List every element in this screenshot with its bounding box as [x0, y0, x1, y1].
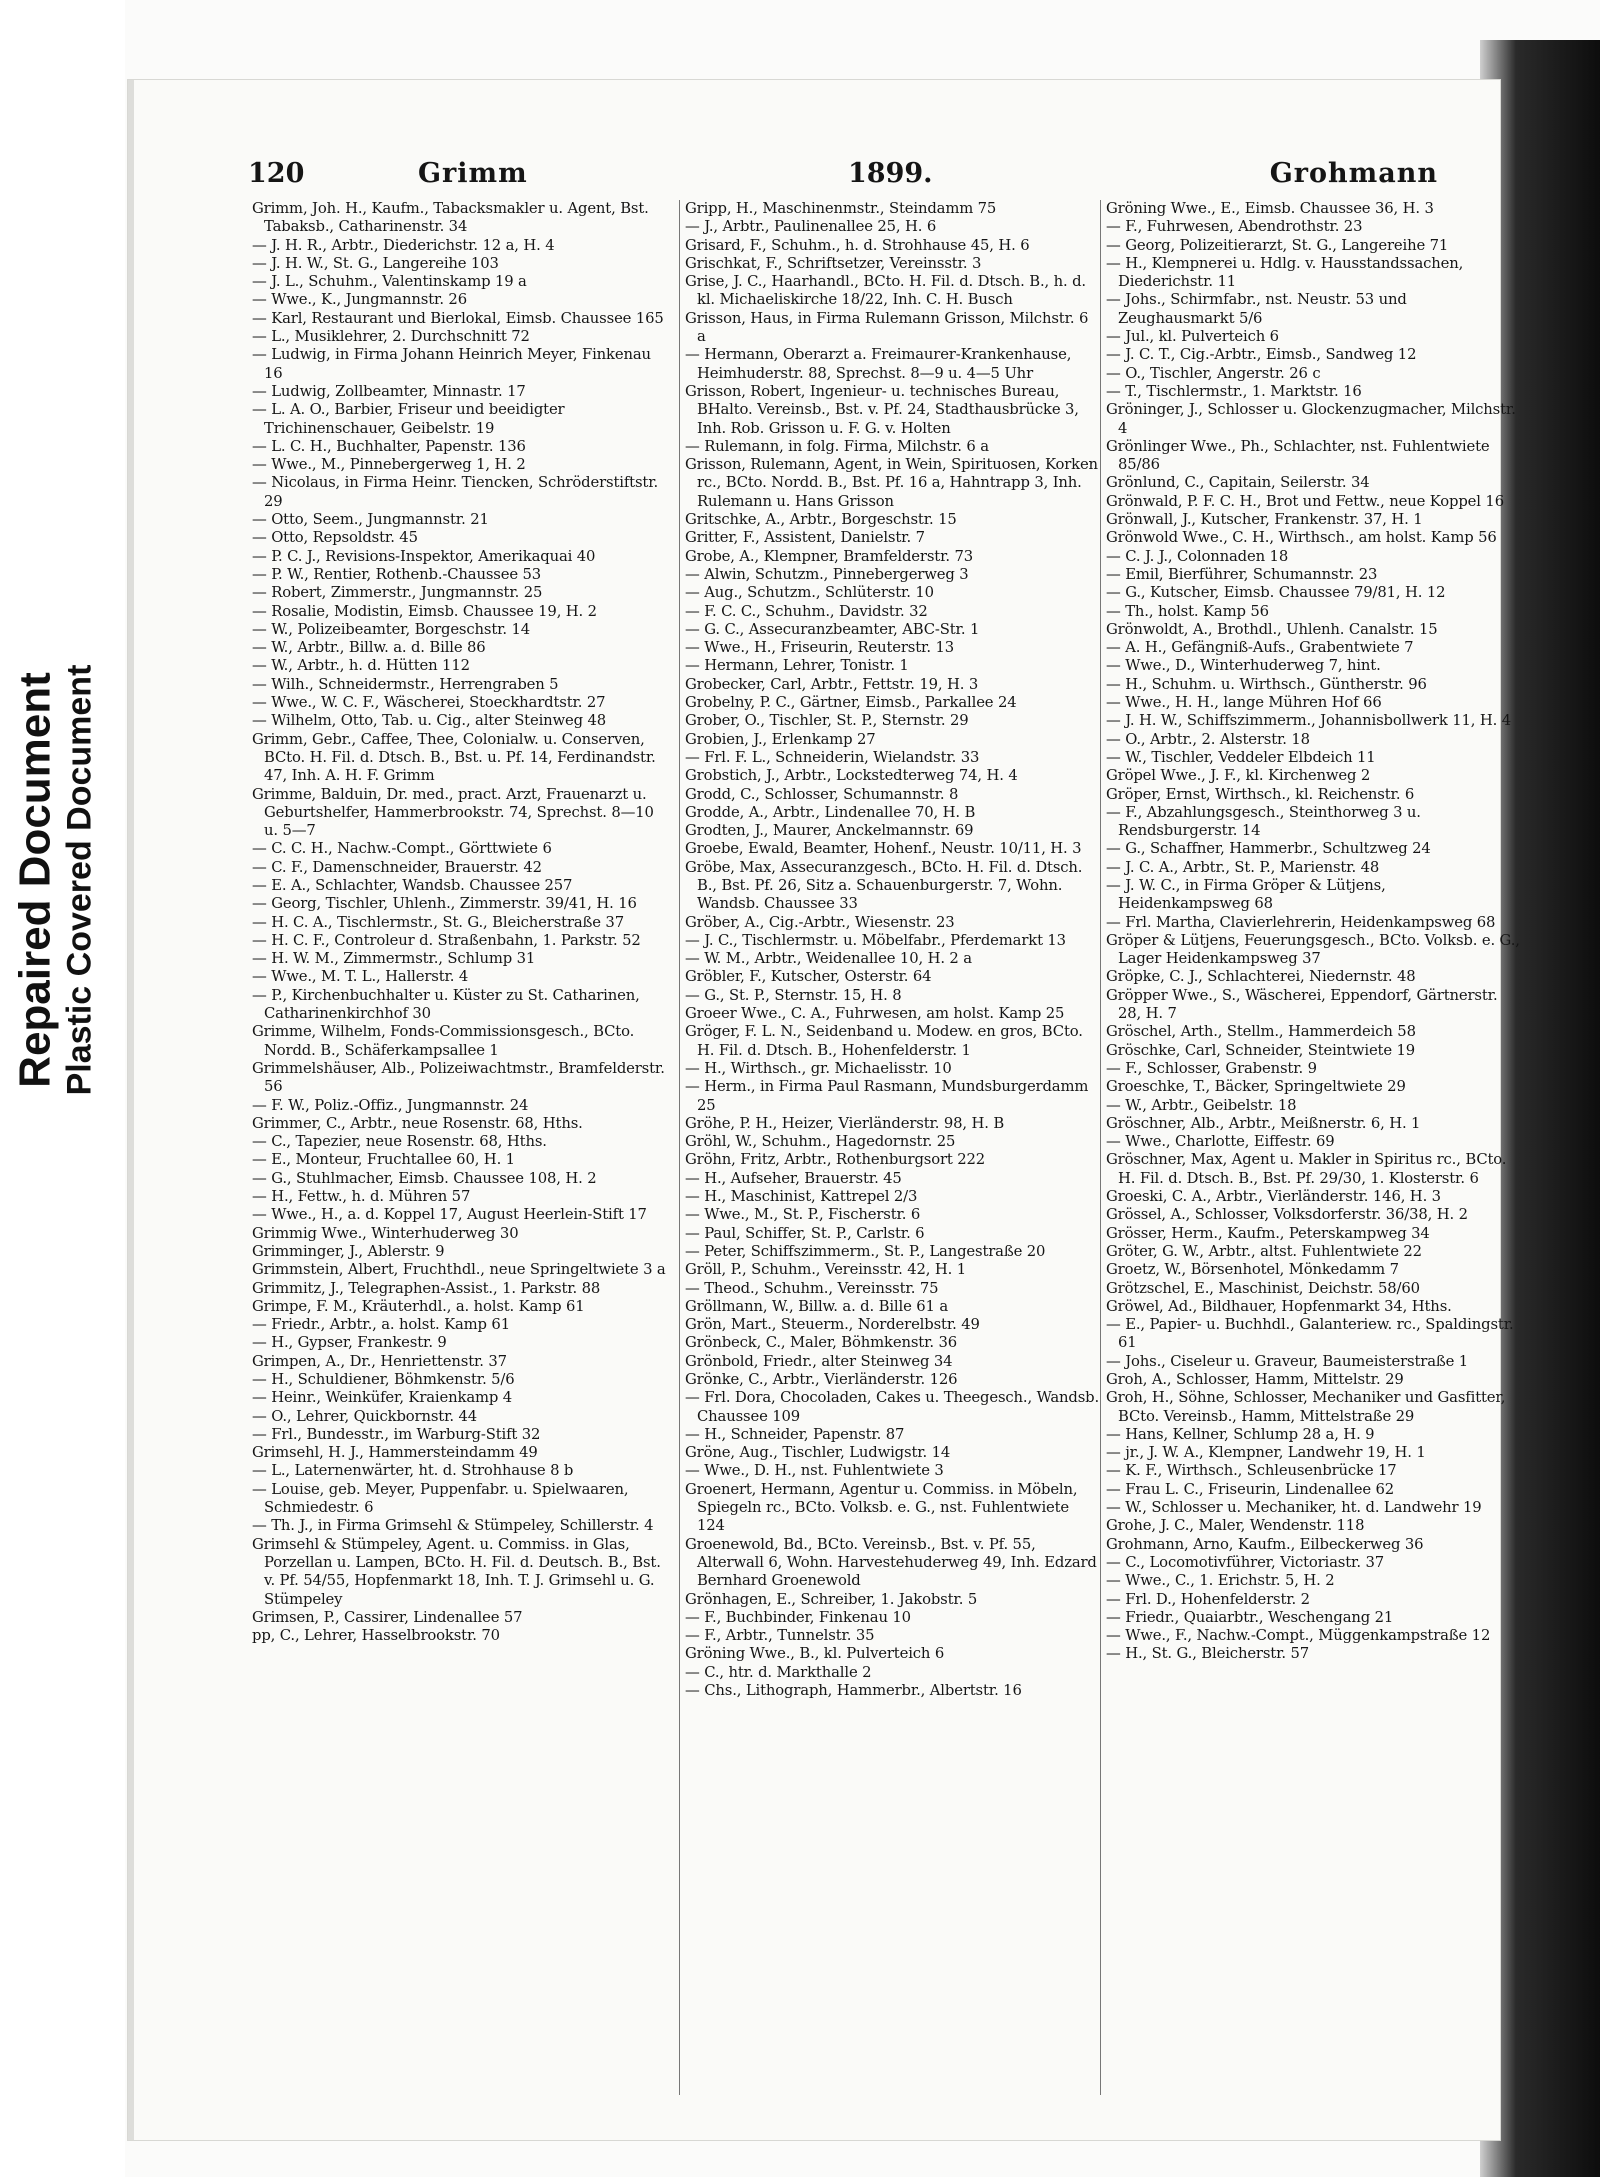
directory-entry: — E., Monteur, Fruchtallee 60, H. 1 — [252, 1151, 515, 1169]
directory-entry: — W., Arbtr., Geibelstr. 18 — [1106, 1096, 1297, 1114]
directory-entry: Grimpen, A., Dr., Henriettenstr. 37 — [252, 1352, 507, 1370]
directory-entry: Gröne, Aug., Tischler, Ludwigstr. 14 — [685, 1444, 951, 1462]
directory-entry: — jr., J. W. A., Klempner, Landwehr 19, H. 1 — [1106, 1444, 1426, 1462]
directory-entry: Gröber, A., Cig.-Arbtr., Wiesenstr. 23 — [685, 913, 955, 931]
directory-entry: — H., Maschinist, Kattrepel 2/3 — [685, 1188, 918, 1206]
directory-entry: — J., Arbtr., Paulinenallee 25, H. 6 — [685, 218, 937, 236]
directory-entry: — W., Arbtr., h. d. Hütten 112 — [252, 657, 470, 675]
directory-entry: — Aug., Schutzm., Schlüterstr. 10 — [685, 584, 934, 602]
directory-entry: — Wilh., Schneidermstr., Herrengraben 5 — [252, 675, 559, 693]
directory-entry: — H., Schuldiener, Böhmkenstr. 5/6 — [252, 1371, 515, 1388]
directory-entry: Grimmelshäuser, Alb., Polizeiwachtmstr., Bramfelderstr. 56 — [252, 1059, 665, 1096]
directory-entry: Grimme, Balduin, Dr. med., pract. Arzt, Frauenarzt u. Geburtshelfer, Hammerbrookstr. 74, Sprechst. 8—10 u. 5—7 — [252, 785, 654, 840]
directory-entry: Grönbeck, C., Maler, Böhmkenstr. 36 — [685, 1334, 958, 1352]
directory-entry: — Otto, Repsoldstr. 45 — [252, 529, 418, 547]
directory-entry: — Wwe., W. C. F., Wäscherei, Stoeckhardtstr. 27 — [252, 694, 606, 712]
directory-entry: Gröter, G. W., Arbtr., altst. Fuhlentwiete 22 — [1106, 1242, 1422, 1260]
directory-entry: — P. W., Rentier, Rothenb.-Chaussee 53 — [252, 565, 542, 583]
directory-entry: — Wwe., H. H., lange Mühren Hof 66 — [1106, 694, 1382, 712]
directory-entry: Grobecker, Carl, Arbtr., Fettstr. 19, H. 3 — [685, 675, 979, 693]
directory-entry: Grimmig Wwe., Winterhuderweg 30 — [252, 1224, 519, 1242]
directory-entry: — Chs., Lithograph, Hammerbr., Albertstr. 16 — [685, 1682, 1022, 1700]
directory-entry: Grisson, Haus, in Firma Rulemann Grisson, Milchstr. 6 a — [685, 309, 1089, 346]
directory-entry: Grisson, Robert, Ingenieur- u. technisches Bureau, BHalto. Vereinsb., Bst. v. Pf. 24, Stadthausbrücke 3, Inh. Rob. Grisson u. F. G. v. Holten — [685, 382, 1079, 437]
directory-entry: Grönwold Wwe., C. H., Wirthsch., am holst. Kamp 56 — [1106, 529, 1497, 547]
directory-entry: Gröschel, Arth., Stellm., Hammerdeich 58 — [1106, 1023, 1416, 1041]
directory-entry: — Rulemann, in folg. Firma, Milchstr. 6 a — [685, 437, 989, 455]
directory-entry: Grimmer, C., Arbtr., neue Rosenstr. 68, Hths. — [252, 1114, 583, 1132]
directory-entry: Grohe, J. C., Maler, Wendenstr. 118 — [1106, 1517, 1365, 1535]
directory-entry: Gröper & Lütjens, Feuerungsgesch., BCto. Volksb. e. G., Lager Heidenkampsweg 37 — [1106, 931, 1520, 968]
directory-column-1 — [252, 200, 667, 2105]
column-divider — [679, 200, 680, 2095]
directory-entry: Groebe, Ewald, Beamter, Hohenf., Neustr. 10/11, H. 3 — [685, 840, 1082, 858]
directory-entry: — J. W. C., in Firma Gröper & Lütjens, Heidenkampsweg 68 — [1106, 876, 1386, 913]
directory-entry: — Johs., Schirmfabr., nst. Neustr. 53 und Zeughausmarkt 5/6 — [1106, 291, 1407, 327]
directory-entry: Grimme, Wilhelm, Fonds-Commissionsgesch., BCto. Nordd. B., Schäferkampsallee 1 — [252, 1023, 635, 1059]
directory-entry: Grimsehl, H. J., Hammersteindamm 49 — [252, 1444, 538, 1462]
directory-entry: — Paul, Schiffer, St. P., Carlstr. 6 — [685, 1224, 925, 1242]
directory-entry: — Hermann, Lehrer, Tonistr. 1 — [685, 657, 909, 675]
column-divider — [1100, 200, 1101, 2095]
directory-entry: — G., Schaffner, Hammerbr., Schultzweg 24 — [1106, 840, 1431, 858]
directory-entry: Grimsen, P., Cassirer, Lindenallee 57 — [252, 1608, 523, 1626]
directory-entry: — F., Fuhrwesen, Abendrothstr. 23 — [1106, 218, 1363, 236]
page-header — [248, 158, 1438, 192]
directory-entry: — W., Polizeibeamter, Borgeschstr. 14 — [252, 620, 531, 638]
directory-entry: Grönke, C., Arbtr., Vierländerstr. 126 — [685, 1371, 958, 1388]
directory-entry: — H., Klempnerei u. Hdlg. v. Hausstandssachen, Diederichstr. 11 — [1106, 254, 1464, 291]
page-edge — [128, 80, 134, 2140]
directory-entry: Grössel, A., Schlosser, Volksdorferstr. 36/38, H. 2 — [1106, 1206, 1468, 1224]
directory-entry: — Friedr., Arbtr., a. holst. Kamp 61 — [252, 1316, 510, 1334]
directory-entry: Grobstich, J., Arbtr., Lockstedterweg 74, H. 4 — [685, 767, 1018, 785]
directory-entry: — J. H. R., Arbtr., Diederichstr. 12 a, H. 4 — [252, 236, 555, 254]
directory-entry: — Wwe., M., St. P., Fischerstr. 6 — [685, 1206, 921, 1224]
directory-entry: — C., Locomotivführer, Victoriastr. 37 — [1106, 1553, 1384, 1571]
directory-entry: Grönlinger Wwe., Ph., Schlachter, nst. Fuhlentwiete 85/86 — [1106, 437, 1490, 474]
directory-entry: Grobelny, P. C., Gärtner, Eimsb., Parkallee 24 — [685, 694, 1017, 712]
directory-entry: — C. J. J., Colonnaden 18 — [1106, 547, 1289, 565]
directory-entry: — O., Tischler, Angerstr. 26 c — [1106, 364, 1321, 382]
directory-entry: Groh, A., Schlosser, Hamm, Mittelstr. 29 — [1106, 1371, 1404, 1388]
directory-column-2 — [685, 200, 1100, 2105]
directory-entry: — Theod., Schuhm., Vereinsstr. 75 — [685, 1279, 939, 1297]
directory-entry: — Robert, Zimmerstr., Jungmannstr. 25 — [252, 584, 543, 602]
directory-entry: — W., Tischler, Veddeler Elbdeich 11 — [1106, 748, 1376, 766]
directory-entry: pp, C., Lehrer, Hasselbrookstr. 70 — [252, 1627, 500, 1645]
directory-entry: Grodd, C., Schlosser, Schumannstr. 8 — [685, 785, 959, 803]
directory-entry: Groh, H., Söhne, Schlosser, Mechaniker und Gasfitter, BCto. Vereinsb., Hamm, Mittelstraße 29 — [1106, 1389, 1506, 1425]
directory-entry: — Wwe., Charlotte, Eiffestr. 69 — [1106, 1133, 1335, 1151]
directory-entry: — Georg, Tischler, Uhlenh., Zimmerstr. 39/41, H. 16 — [252, 895, 637, 913]
directory-entry: — Wilhelm, Otto, Tab. u. Cig., alter Steinweg 48 — [252, 712, 607, 730]
directory-entry: Gröschner, Max, Agent u. Makler in Spiritus rc., BCto. H. Fil. d. Dtsch. B., Bst. Pf. 29/30, 1. Klosterstr. 6 — [1106, 1151, 1507, 1187]
directory-entry: Grön, Mart., Steuerm., Norderelbstr. 49 — [685, 1316, 980, 1334]
directory-entry: — H., Schneider, Papenstr. 87 — [685, 1425, 905, 1443]
directory-entry: Grimm, Gebr., Caffee, Thee, Colonialw. u. Conserven, BCto. H. Fil. d. Dtsch. B., Bst. u. Pf. 14, Ferdinandstr. 47, Inh. A. H. F. Grimm — [252, 730, 656, 785]
directory-entry: — K. F., Wirthsch., Schleusenbrücke 17 — [1106, 1462, 1397, 1480]
directory-entry: — Frl. D., Hohenfelderstr. 2 — [1106, 1590, 1310, 1608]
directory-entry: — O., Lehrer, Quickbornstr. 44 — [252, 1407, 478, 1425]
directory-entry: — W., Schlosser u. Mechaniker, ht. d. Landwehr 19 — [1106, 1499, 1482, 1517]
directory-entry: — Heinr., Weinküfer, Kraienkamp 4 — [252, 1389, 513, 1407]
directory-entry: — Ludwig, in Firma Johann Heinrich Meyer, Finkenau 16 — [252, 346, 651, 382]
directory-entry: Groetz, W., Börsenhotel, Mönkedamm 7 — [1106, 1261, 1399, 1279]
directory-entry: — H., Schuhm. u. Wirthsch., Güntherstr. 96 — [1106, 675, 1427, 693]
directory-entry: Gröpke, C. J., Schlachterei, Niedernstr. 48 — [1106, 968, 1416, 986]
directory-entry: — Hans, Kellner, Schlump 28 a, H. 9 — [1106, 1425, 1375, 1443]
directory-entry: — W., Arbtr., Billw. a. d. Bille 86 — [252, 639, 486, 657]
directory-entry: Gröpel Wwe., J. F., kl. Kirchenweg 2 — [1106, 767, 1371, 785]
directory-entry: — G., St. P., Sternstr. 15, H. 8 — [685, 986, 902, 1004]
directory-entry: — H. C. F., Controleur d. Straßenbahn, 1. Parkstr. 52 — [252, 931, 641, 949]
directory-entry: Grimsehl & Stümpeley, Agent. u. Commiss. in Glas, Porzellan u. Lampen, BCto. H. Fil. d. Deutsch. B., Bst. v. Pf. 54/55, Hopfenmarkt 18, Inh. T. J. Grimsehl u. G. Stümpeley — [252, 1535, 661, 1608]
directory-entry: — Nicolaus, in Firma Heinr. Tiencken, Schröderstiftstr. 29 — [252, 474, 659, 510]
side-label — [0, 600, 125, 1160]
directory-entry: Gröper, Ernst, Wirthsch., kl. Reichenstr. 6 — [1106, 785, 1415, 803]
directory-entry: — T., Tischlermstr., 1. Marktstr. 16 — [1106, 382, 1362, 400]
directory-entry: Gröning Wwe., E., Eimsb. Chaussee 36, H. 3 — [1106, 200, 1434, 217]
header-year: 1899. — [848, 158, 933, 189]
directory-entry: — G., Stuhlmacher, Eimsb. Chaussee 108, H. 2 — [252, 1169, 597, 1187]
directory-entry: — Frl. Dora, Chocoladen, Cakes u. Theegesch., Wandsb. Chaussee 109 — [685, 1389, 1100, 1425]
directory-entry: Gröhe, P. H., Heizer, Vierländerstr. 98, H. B — [685, 1114, 1005, 1132]
directory-entry: — L., Musiklehrer, 2. Durchschnitt 72 — [252, 328, 530, 346]
directory-entry: — L., Laternenwärter, ht. d. Strohhause 8 b — [252, 1462, 574, 1480]
directory-entry: — O., Arbtr., 2. Alsterstr. 18 — [1106, 730, 1310, 748]
directory-entry: — Wwe., M., Pinnebergerweg 1, H. 2 — [252, 456, 526, 474]
directory-entry: Gröschke, Carl, Schneider, Steintwiete 19 — [1106, 1041, 1416, 1059]
directory-entry: — Emil, Bierführer, Schumannstr. 23 — [1106, 565, 1378, 583]
directory-entry: — L. A. O., Barbier, Friseur und beeidigter Trichinenschauer, Geibelstr. 19 — [252, 401, 565, 437]
directory-entry: Grodten, J., Maurer, Anckelmannstr. 69 — [685, 822, 974, 840]
directory-entry: — H., St. G., Bleicherstr. 57 — [1106, 1645, 1310, 1663]
directory-entry: — Wwe., K., Jungmannstr. 26 — [252, 291, 467, 309]
directory-entry: — Johs., Ciseleur u. Graveur, Baumeisterstraße 1 — [1106, 1352, 1469, 1370]
directory-entry: — L. C. H., Buchhalter, Papenstr. 136 — [252, 437, 526, 455]
directory-entry: — J. C. A., Arbtr., St. P., Marienstr. 48 — [1106, 858, 1380, 876]
directory-entry: Grise, J. C., Haarhandl., BCto. H. Fil. d. Dtsch. B., h. d. kl. Michaeliskirche 18/22, Inh. C. H. Busch — [685, 273, 1086, 309]
directory-entry: — C., htr. d. Markthalle 2 — [685, 1663, 872, 1681]
directory-column-3 — [1106, 200, 1521, 2105]
directory-entry: Grisard, F., Schuhm., h. d. Strohhause 45, H. 6 — [685, 236, 1030, 254]
directory-entry: — Ludwig, Zollbeamter, Minnastr. 17 — [252, 382, 526, 400]
directory-entry: — F., Schlosser, Grabenstr. 9 — [1106, 1059, 1317, 1077]
directory-entry: Grötzschel, E., Maschinist, Deichstr. 58/60 — [1106, 1279, 1420, 1297]
directory-entry: — Wwe., D. H., nst. Fuhlentwiete 3 — [685, 1462, 944, 1480]
directory-entry: — J. C., Tischlermstr. u. Möbelfabr., Pferdemarkt 13 — [685, 931, 1066, 949]
directory-entry: — J. C. T., Cig.-Arbtr., Eimsb., Sandweg 12 — [1106, 346, 1417, 364]
directory-entry: — H., Wirthsch., gr. Michaelisstr. 10 — [685, 1059, 952, 1077]
directory-entry: Gröwel, Ad., Bildhauer, Hopfenmarkt 34, Hths. — [1106, 1297, 1452, 1315]
directory-entry: — F. C. C., Schuhm., Davidstr. 32 — [685, 602, 928, 620]
directory-entry: Gröschner, Alb., Arbtr., Meißnerstr. 6, H. 1 — [1106, 1114, 1421, 1132]
directory-entry: — Rosalie, Modistin, Eimsb. Chaussee 19, H. 2 — [252, 602, 597, 620]
directory-entry: Grönhagen, E., Schreiber, 1. Jakobstr. 5 — [685, 1590, 978, 1608]
directory-entry: — C., Tapezier, neue Rosenstr. 68, Hths. — [252, 1133, 547, 1151]
directory-entry: Gröbler, F., Kutscher, Osterstr. 64 — [685, 968, 932, 986]
directory-entry: — H. C. A., Tischlermstr., St. G., Bleicherstraße 37 — [252, 913, 624, 931]
directory-entry: — F., Arbtr., Tunnelstr. 35 — [685, 1627, 875, 1645]
directory-entry: Grimminger, J., Ablerstr. 9 — [252, 1242, 445, 1260]
directory-entry: — Wwe., D., Winterhuderweg 7, hint. — [1106, 657, 1381, 675]
directory-entry: — P. C. J., Revisions-Inspektor, Amerikaquai 40 — [252, 547, 596, 565]
directory-entry: — Jul., kl. Pulverteich 6 — [1106, 328, 1279, 346]
directory-entry: Gröpper Wwe., S., Wäscherei, Eppendorf, Gärtnerstr. 28, H. 7 — [1106, 986, 1498, 1023]
directory-entry: Gröll, P., Schuhm., Vereinsstr. 42, H. 1 — [685, 1261, 967, 1279]
directory-entry: Gröhl, W., Schuhm., Hagedornstr. 25 — [685, 1133, 956, 1151]
directory-entry: — P., Kirchenbuchhalter u. Küster zu St. Catharinen, Catharinenkirchhof 30 — [252, 986, 640, 1023]
directory-entry: — G. C., Assecuranzbeamter, ABC-Str. 1 — [685, 620, 980, 638]
directory-entry: Gritter, F., Assistent, Danielstr. 7 — [685, 529, 925, 547]
directory-entry: — Frau L. C., Friseurin, Lindenallee 62 — [1106, 1480, 1395, 1498]
directory-entry: — Herm., in Firma Paul Rasmann, Mundsburgerdamm 25 — [685, 1078, 1089, 1114]
directory-entry: Groeer Wwe., C. A., Fuhrwesen, am holst. Kamp 25 — [685, 1005, 1065, 1023]
directory-entry: — F., Abzahlungsgesch., Steinthorweg 3 u. Rendsburgerstr. 14 — [1106, 803, 1421, 840]
directory-entry: — Frl. F. L., Schneiderin, Wielandstr. 33 — [685, 748, 980, 766]
directory-entry: Groenert, Hermann, Agentur u. Commiss. in Möbeln, Spiegeln rc., BCto. Volksb. e. G., nst. Fuhlentwiete 124 — [685, 1480, 1078, 1535]
directory-entry: — Alwin, Schutzm., Pinnebergerweg 3 — [685, 565, 969, 583]
directory-entry: Gripp, H., Maschinenmstr., Steindamm 75 — [685, 200, 997, 217]
directory-entry: — H., Gypser, Frankestr. 9 — [252, 1334, 447, 1352]
directory-entry: — Wwe., M. T. L., Hallerstr. 4 — [252, 968, 469, 986]
directory-entry: Gröning Wwe., B., kl. Pulverteich 6 — [685, 1645, 945, 1663]
directory-entry: Groenewold, Bd., BCto. Vereinsb., Bst. v. Pf. 55, Alterwall 6, Wohn. Harvestehuderweg 49, Inh. Edzard Bernhard Groenewold — [685, 1535, 1097, 1590]
directory-entry: — Hermann, Oberarzt a. Freimaurer-Krankenhause, Heimhuderstr. 88, Sprechst. 8—9 u. 4—5 Uhr — [685, 346, 1072, 382]
directory-entry: Grimmitz, J., Telegraphen-Assist., 1. Parkstr. 88 — [252, 1279, 601, 1297]
directory-entry: Groeschke, T., Bäcker, Springeltwiete 29 — [1106, 1078, 1406, 1096]
directory-entry: — J. H. W., Schiffszimmerm., Johannisbollwerk 11, H. 4 — [1106, 712, 1511, 730]
directory-entry: — E. A., Schlachter, Wandsb. Chaussee 257 — [252, 876, 573, 894]
directory-entry: Gröger, F. L. N., Seidenband u. Modew. en gros, BCto. H. Fil. d. Dtsch. B., Hohenfelderstr. 1 — [685, 1023, 1083, 1059]
directory-entry: — Wwe., H., a. d. Koppel 17, August Heerlein-Stift 17 — [252, 1206, 647, 1224]
side-label-line-2: Plastic Covered Document — [60, 664, 99, 1096]
directory-entry: Grisson, Rulemann, Agent, in Wein, Spirituosen, Korken rc., BCto. Nordd. B., Bst. Pf. 16 a, Hahntrapp 3, Inh. Rulemann u. Hans Grisson — [685, 456, 1098, 510]
directory-entry: — Frl., Bundesstr., im Warburg-Stift 32 — [252, 1425, 541, 1443]
header-right-keyword: Grohmann — [1269, 158, 1438, 189]
directory-entry: Gröllmann, W., Billw. a. d. Bille 61 a — [685, 1297, 948, 1315]
directory-entry: — H., Fettw., h. d. Mühren 57 — [252, 1188, 471, 1206]
directory-entry: Grobien, J., Erlenkamp 27 — [685, 730, 876, 748]
page-number: 120 — [248, 158, 305, 189]
directory-entry: — Otto, Seem., Jungmannstr. 21 — [252, 511, 489, 529]
directory-entry: — E., Papier- u. Buchhdl., Galanteriew. rc., Spaldingstr. 61 — [1106, 1316, 1514, 1352]
directory-entry: Gröninger, J., Schlosser u. Glockenzugmacher, Milchstr. 4 — [1106, 401, 1516, 437]
directory-entry: Gritschke, A., Arbtr., Borgeschstr. 15 — [685, 511, 957, 529]
directory-entry: Grönbold, Friedr., alter Steinweg 34 — [685, 1352, 953, 1370]
directory-entry: — Peter, Schiffszimmerm., St. P., Langestraße 20 — [685, 1242, 1046, 1260]
directory-entry: — F., Buchbinder, Finkenau 10 — [685, 1608, 911, 1626]
directory-entry: — Wwe., H., Friseurin, Reuterstr. 13 — [685, 639, 954, 657]
directory-entry: — H. W. M., Zimmermstr., Schlump 31 — [252, 950, 536, 968]
directory-entry: Grodde, A., Arbtr., Lindenallee 70, H. B — [685, 803, 976, 821]
directory-entry: — F. W., Poliz.-Offiz., Jungmannstr. 24 — [252, 1096, 529, 1114]
directory-entry: Gröbe, Max, Assecuranzgesch., BCto. H. Fil. d. Dtsch. B., Bst. Pf. 26, Sitz a. Schauenburgerstr. 7, Wohn. Wandsb. Chaussee 33 — [685, 858, 1083, 913]
header-left-keyword: Grimm — [418, 158, 528, 189]
directory-entry: — J. H. W., St. G., Langereihe 103 — [252, 254, 499, 272]
directory-entry: Grönwoldt, A., Brothdl., Uhlenh. Canalstr. 15 — [1106, 620, 1438, 638]
directory-entry: — Th. J., in Firma Grimsehl & Stümpeley, Schillerstr. 4 — [252, 1517, 654, 1535]
directory-entry: — Frl. Martha, Clavierlehrerin, Heidenkampsweg 68 — [1106, 913, 1496, 931]
directory-entry: Grimm, Joh. H., Kaufm., Tabacksmakler u. Agent, Bst. Tabaksb., Catharinenstr. 34 — [252, 200, 649, 236]
directory-entry: — Georg, Polizeitierarzt, St. G., Langereihe 71 — [1106, 236, 1449, 254]
directory-entry: — J. L., Schuhm., Valentinskamp 19 a — [252, 273, 527, 291]
directory-entry: — W. M., Arbtr., Weidenallee 10, H. 2 a — [685, 950, 972, 968]
directory-entry: — G., Kutscher, Eimsb. Chaussee 79/81, H. 12 — [1106, 584, 1446, 602]
directory-entry: — Friedr., Quaiarbtr., Weschengang 21 — [1106, 1608, 1394, 1626]
directory-entry: Gröhn, Fritz, Arbtr., Rothenburgsort 222 — [685, 1151, 986, 1169]
directory-entry: Grösser, Herm., Kaufm., Peterskampweg 34 — [1106, 1224, 1430, 1242]
directory-entry: — H., Aufseher, Brauerstr. 45 — [685, 1169, 902, 1187]
directory-entry: Grobe, A., Klempner, Bramfelderstr. 73 — [685, 547, 974, 565]
directory-entry: — C. C. H., Nachw.-Compt., Görttwiete 6 — [252, 840, 552, 858]
directory-entry: — Karl, Restaurant und Bierlokal, Eimsb. Chaussee 165 — [252, 309, 664, 327]
directory-entry: — Wwe., C., 1. Erichstr. 5, H. 2 — [1106, 1572, 1335, 1590]
directory-entry: — Wwe., F., Nachw.-Compt., Müggenkampstraße 12 — [1106, 1627, 1491, 1645]
directory-entry: Groeski, C. A., Arbtr., Vierländerstr. 146, H. 3 — [1106, 1188, 1441, 1206]
directory-entry: Grönwall, J., Kutscher, Frankenstr. 37, H. 1 — [1106, 511, 1423, 529]
directory-entry: — A. H., Gefängniß-Aufs., Grabentwiete 7 — [1106, 639, 1414, 657]
directory-entry: Grimpe, F. M., Kräuterhdl., a. holst. Kamp 61 — [252, 1297, 585, 1315]
directory-entry: — C. F., Damenschneider, Brauerstr. 42 — [252, 858, 542, 876]
directory-entry: — Th., holst. Kamp 56 — [1106, 602, 1269, 620]
directory-entry: Grönwald, P. F. C. H., Brot und Fettw., neue Koppel 16 — [1106, 492, 1504, 510]
directory-entry: Grischkat, F., Schriftsetzer, Vereinsstr. 3 — [685, 254, 982, 272]
directory-entry: — Louise, geb. Meyer, Puppenfabr. u. Spielwaaren, Schmiedestr. 6 — [252, 1480, 629, 1517]
directory-entry: Grimmstein, Albert, Fruchthdl., neue Springeltwiete 3 a — [252, 1261, 666, 1279]
side-label-line-1: Repaired Document — [10, 672, 60, 1088]
directory-entry: Grönlund, C., Capitain, Seilerstr. 34 — [1106, 474, 1370, 492]
directory-entry: Grohmann, Arno, Kaufm., Eilbeckerweg 36 — [1106, 1535, 1424, 1553]
directory-entry: Grober, O., Tischler, St. P., Sternstr. 29 — [685, 712, 969, 730]
